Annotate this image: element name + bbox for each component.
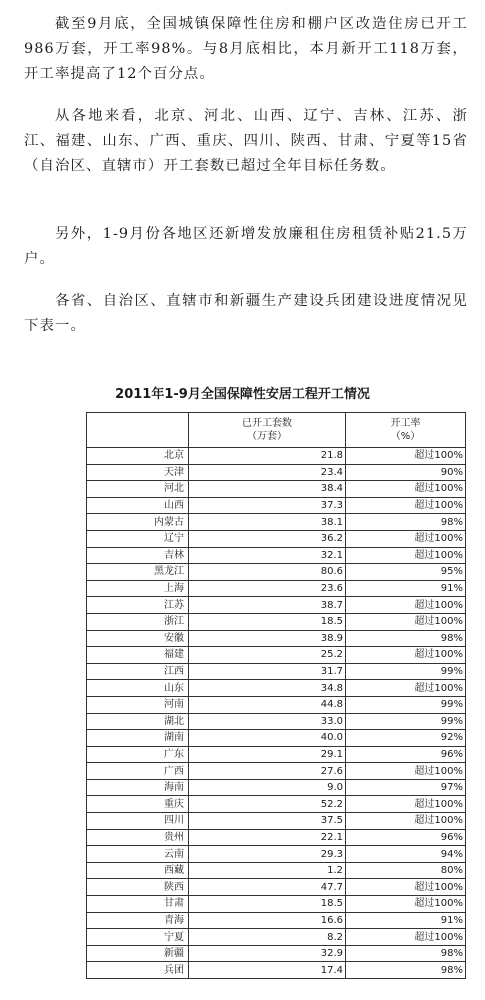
- table-row: [87, 829, 466, 846]
- rate-cell: 92%: [346, 730, 466, 747]
- region-cell: 江苏: [87, 597, 189, 614]
- rate-cell: 98%: [346, 514, 466, 531]
- units-cell: 38.4: [189, 481, 346, 498]
- units-cell: 23.6: [189, 580, 346, 597]
- rate-cell: 80%: [346, 862, 466, 879]
- rate-cell: 96%: [346, 829, 466, 846]
- header-units-label: 已开工套数: [242, 418, 292, 429]
- units-cell: 44.8: [189, 696, 346, 713]
- region-cell: 陕西: [87, 879, 189, 896]
- units-cell: 32.9: [189, 945, 346, 962]
- rate-cell: 98%: [346, 945, 466, 962]
- table-row: [87, 846, 466, 863]
- units-cell: 52.2: [189, 796, 346, 813]
- units-cell: 47.7: [189, 879, 346, 896]
- paragraph-table-reference: 各省、自治区、直辖市和新疆生产建设兵团建设进度情况见下表一。: [24, 293, 468, 334]
- units-cell: 18.5: [189, 896, 346, 913]
- units-cell: 17.4: [189, 962, 346, 979]
- table-row: [87, 680, 466, 697]
- units-cell: 25.2: [189, 647, 346, 664]
- rate-cell: 99%: [346, 696, 466, 713]
- region-cell: 湖北: [87, 713, 189, 730]
- table-row: [87, 514, 466, 531]
- region-cell: 山东: [87, 680, 189, 697]
- table-row: [87, 746, 466, 763]
- rate-cell: 98%: [346, 630, 466, 647]
- rate-cell: 98%: [346, 962, 466, 979]
- region-cell: 湖南: [87, 730, 189, 747]
- table-body: [87, 448, 466, 979]
- rate-cell: 超过100%: [346, 547, 466, 564]
- table-row: [87, 713, 466, 730]
- header-units-started: [189, 413, 346, 448]
- header-region: [87, 413, 189, 448]
- rate-cell: 超过100%: [346, 497, 466, 514]
- rate-cell: 91%: [346, 580, 466, 597]
- table-row: [87, 730, 466, 747]
- units-cell: 31.7: [189, 663, 346, 680]
- table-row: [87, 630, 466, 647]
- units-cell: 38.7: [189, 597, 346, 614]
- table-row: [87, 929, 466, 946]
- rate-cell: 99%: [346, 663, 466, 680]
- region-cell: 山西: [87, 497, 189, 514]
- rate-cell: 超过100%: [346, 796, 466, 813]
- units-cell: 37.3: [189, 497, 346, 514]
- region-cell: 辽宁: [87, 530, 189, 547]
- rate-cell: 超过100%: [346, 813, 466, 830]
- units-cell: 21.8: [189, 448, 346, 465]
- table-caption: 2011年1-9月全国保障性安居工程开工情况: [115, 387, 370, 402]
- rate-cell: 超过100%: [346, 896, 466, 913]
- units-cell: 32.1: [189, 547, 346, 564]
- region-cell: 海南: [87, 779, 189, 796]
- region-cell: 吉林: [87, 547, 189, 564]
- region-cell: 浙江: [87, 613, 189, 630]
- table-row: [87, 813, 466, 830]
- region-cell: 河南: [87, 696, 189, 713]
- units-cell: 1.2: [189, 862, 346, 879]
- units-cell: 33.0: [189, 713, 346, 730]
- progress-table: [86, 412, 466, 979]
- region-cell: 上海: [87, 580, 189, 597]
- units-cell: 27.6: [189, 763, 346, 780]
- region-cell: 青海: [87, 912, 189, 929]
- header-units-unit: （万套）: [247, 431, 287, 442]
- units-cell: 23.4: [189, 464, 346, 481]
- region-cell: 四川: [87, 813, 189, 830]
- units-cell: 38.1: [189, 514, 346, 531]
- rate-cell: 91%: [346, 912, 466, 929]
- header-start-rate: [346, 413, 466, 448]
- table-row: [87, 796, 466, 813]
- units-cell: 8.2: [189, 929, 346, 946]
- header-rate-label: 开工率: [390, 418, 421, 429]
- table-row: [87, 497, 466, 514]
- region-cell: 河北: [87, 481, 189, 498]
- rate-cell: 94%: [346, 846, 466, 863]
- region-cell: 安徽: [87, 630, 189, 647]
- rate-cell: 超过100%: [346, 597, 466, 614]
- units-cell: 40.0: [189, 730, 346, 747]
- units-cell: 38.9: [189, 630, 346, 647]
- table-row: [87, 663, 466, 680]
- rate-cell: 96%: [346, 746, 466, 763]
- table-row: [87, 481, 466, 498]
- rate-cell: 99%: [346, 713, 466, 730]
- region-cell: 新疆: [87, 945, 189, 962]
- units-cell: 36.2: [189, 530, 346, 547]
- paragraph-regions-exceeded: 从各地来看，北京、河北、山西、辽宁、吉林、江苏、浙江、福建、山东、广西、重庆、四川、陕西、甘肃、宁夏等15省（自治区、直辖市）开工套数已超过全年目标任务数。: [24, 108, 468, 174]
- units-cell: 37.5: [189, 813, 346, 830]
- units-cell: 29.3: [189, 846, 346, 863]
- region-cell: 福建: [87, 647, 189, 664]
- table-row: [87, 945, 466, 962]
- region-cell: 兵团: [87, 962, 189, 979]
- table-row: [87, 696, 466, 713]
- rate-cell: 97%: [346, 779, 466, 796]
- table-header-row: [87, 413, 466, 448]
- region-cell: 北京: [87, 448, 189, 465]
- table-row: [87, 597, 466, 614]
- region-cell: 黑龙江: [87, 564, 189, 581]
- table-row: [87, 580, 466, 597]
- table-row: [87, 564, 466, 581]
- paragraph-progress-summary: 截至9月底，全国城镇保障性住房和棚户区改造住房已开工986万套，开工率98%。与8月底相比，本月新开工118万套，开工率提高了12个百分点。: [24, 16, 468, 82]
- units-cell: 18.5: [189, 613, 346, 630]
- rate-cell: 90%: [346, 464, 466, 481]
- rate-cell: 95%: [346, 564, 466, 581]
- table-row: [87, 530, 466, 547]
- table-row: [87, 613, 466, 630]
- rate-cell: 超过100%: [346, 680, 466, 697]
- units-cell: 34.8: [189, 680, 346, 697]
- region-cell: 云南: [87, 846, 189, 863]
- region-cell: 宁夏: [87, 929, 189, 946]
- rate-cell: 超过100%: [346, 929, 466, 946]
- header-rate-unit: （%）: [390, 431, 421, 442]
- region-cell: 天津: [87, 464, 189, 481]
- paragraph-rental-subsidy: 另外，1-9月份各地区还新增发放廉租住房租赁补贴21.5万户。: [24, 226, 468, 267]
- units-cell: 29.1: [189, 746, 346, 763]
- units-cell: 9.0: [189, 779, 346, 796]
- rate-cell: 超过100%: [346, 481, 466, 498]
- region-cell: 甘肃: [87, 896, 189, 913]
- table-row: [87, 962, 466, 979]
- region-cell: 广东: [87, 746, 189, 763]
- table-row: [87, 763, 466, 780]
- table-row: [87, 879, 466, 896]
- rate-cell: 超过100%: [346, 647, 466, 664]
- table-row: [87, 547, 466, 564]
- table-row: [87, 896, 466, 913]
- rate-cell: 超过100%: [346, 763, 466, 780]
- rate-cell: 超过100%: [346, 448, 466, 465]
- table-row: [87, 912, 466, 929]
- region-cell: 江西: [87, 663, 189, 680]
- region-cell: 内蒙古: [87, 514, 189, 531]
- units-cell: 22.1: [189, 829, 346, 846]
- table-row: [87, 647, 466, 664]
- table-row: [87, 862, 466, 879]
- rate-cell: 超过100%: [346, 879, 466, 896]
- table-row: [87, 448, 466, 465]
- rate-cell: 超过100%: [346, 530, 466, 547]
- table-row: [87, 464, 466, 481]
- region-cell: 广西: [87, 763, 189, 780]
- table-row: [87, 779, 466, 796]
- units-cell: 16.6: [189, 912, 346, 929]
- region-cell: 贵州: [87, 829, 189, 846]
- units-cell: 80.6: [189, 564, 346, 581]
- region-cell: 重庆: [87, 796, 189, 813]
- region-cell: 西藏: [87, 862, 189, 879]
- rate-cell: 超过100%: [346, 613, 466, 630]
